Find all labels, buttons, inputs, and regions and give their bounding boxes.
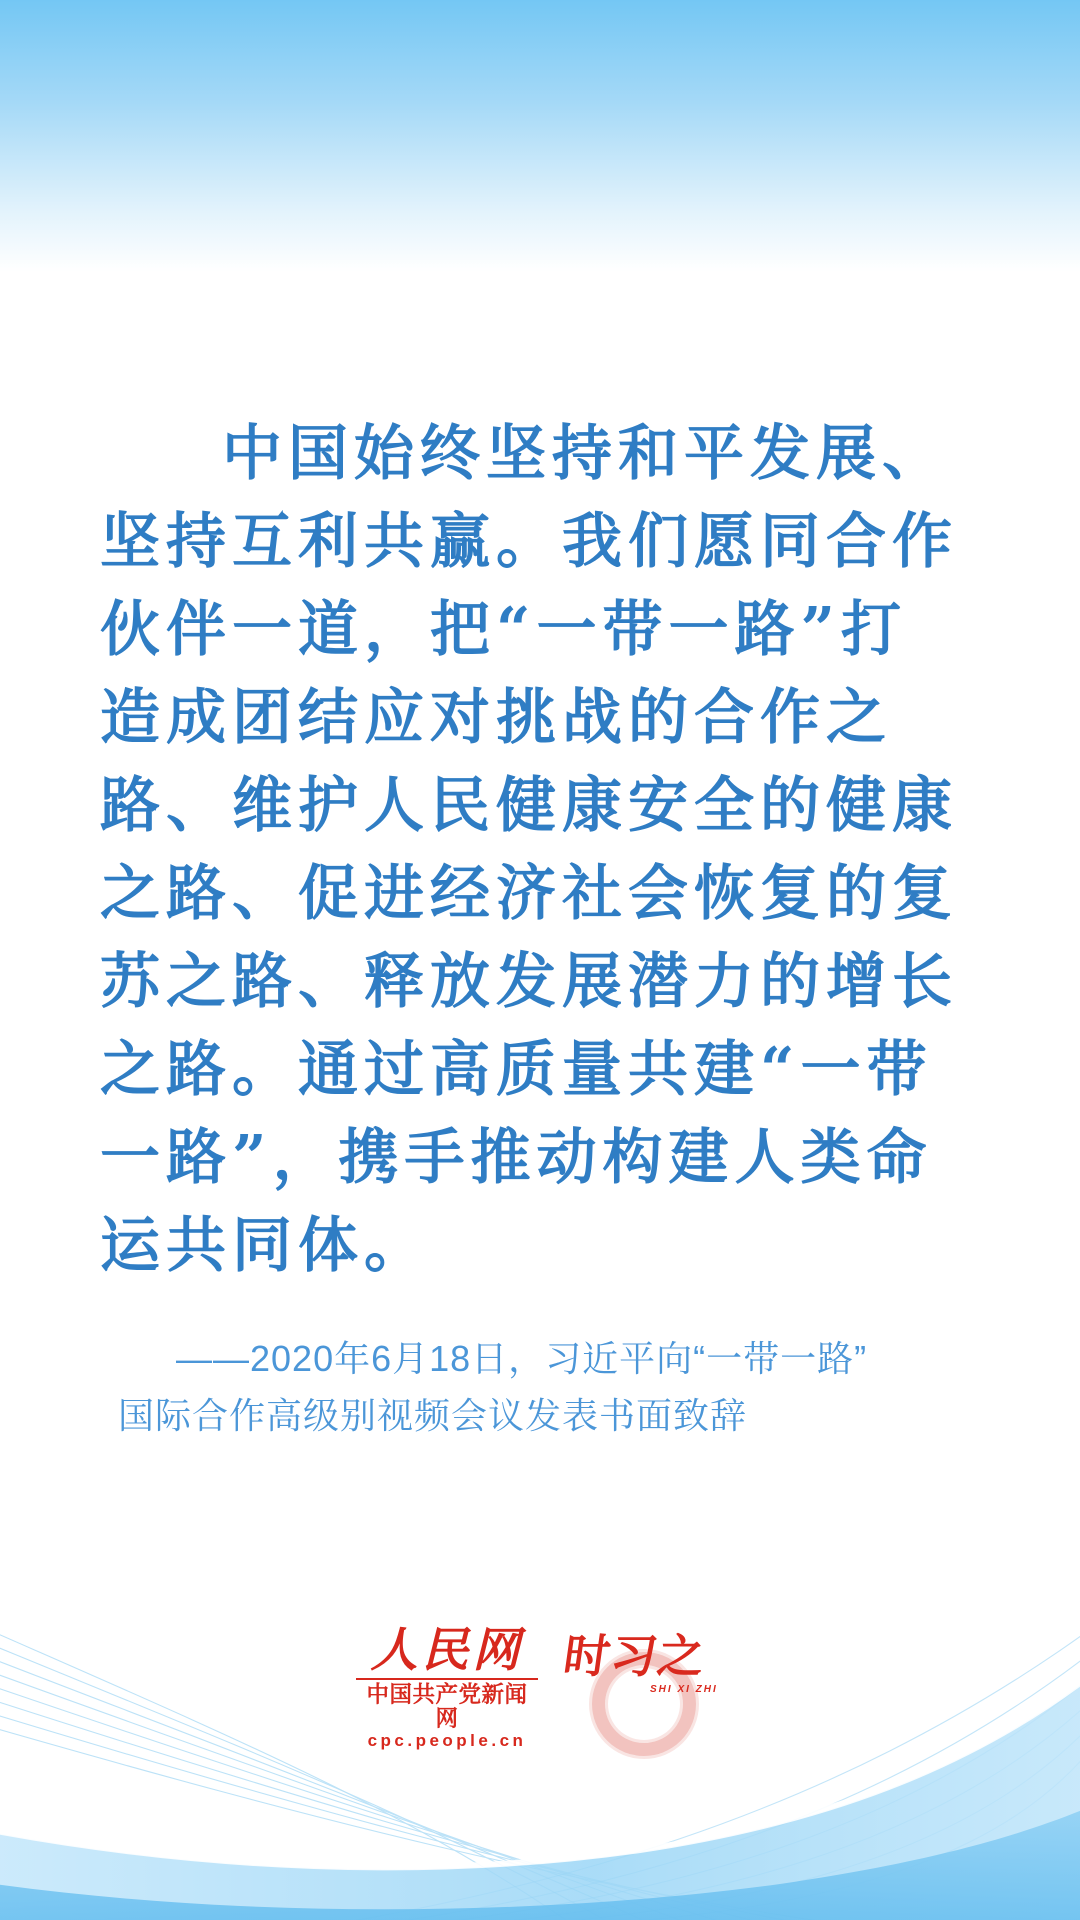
peoples-daily-wordmark: 人民网 (370, 1623, 524, 1678)
shixizhi-wordmark: 时习之 (560, 1630, 709, 1682)
shixizhi-pinyin: SHI XI ZHI (650, 1684, 718, 1695)
quote-line: 造成团结应对挑战的合作之 (100, 683, 892, 753)
quote-line: 坚持互利共赢。我们愿同合作 (100, 507, 958, 577)
attribution-line-1: ——2020年6月18日，习近平向“一带一路” (176, 1338, 868, 1379)
quote-line: 运共同体。 (100, 1211, 430, 1281)
quote-line: 之路、促进经济社会恢复的复 (100, 859, 958, 929)
cpc-news-site-url: cpc.people.cn (367, 1731, 527, 1750)
attribution-line-2: 国际合作高级别视频会议发表书面致辞 (118, 1395, 748, 1436)
attribution-block (118, 1330, 1000, 1444)
quote-line: 伙伴一道，把“一带一路”打 (100, 595, 908, 665)
quote-block (100, 410, 992, 1290)
quote-line: 中国始终坚持和平发展、 (222, 419, 948, 489)
quote-line: 之路。通过高质量共建“一带 (100, 1035, 933, 1105)
quote-line: 苏之路、释放发展潜力的增长 (100, 947, 958, 1017)
cpc-news-site-label: 中国共产党新闻网 (366, 1682, 528, 1731)
sky-gradient-decoration (0, 0, 1080, 272)
quote-line: 一路”，携手推动构建人类命 (100, 1123, 933, 1193)
bottom-wave-decoration (0, 1500, 1080, 1920)
quote-line: 路、维护人民健康安全的健康 (100, 771, 958, 841)
